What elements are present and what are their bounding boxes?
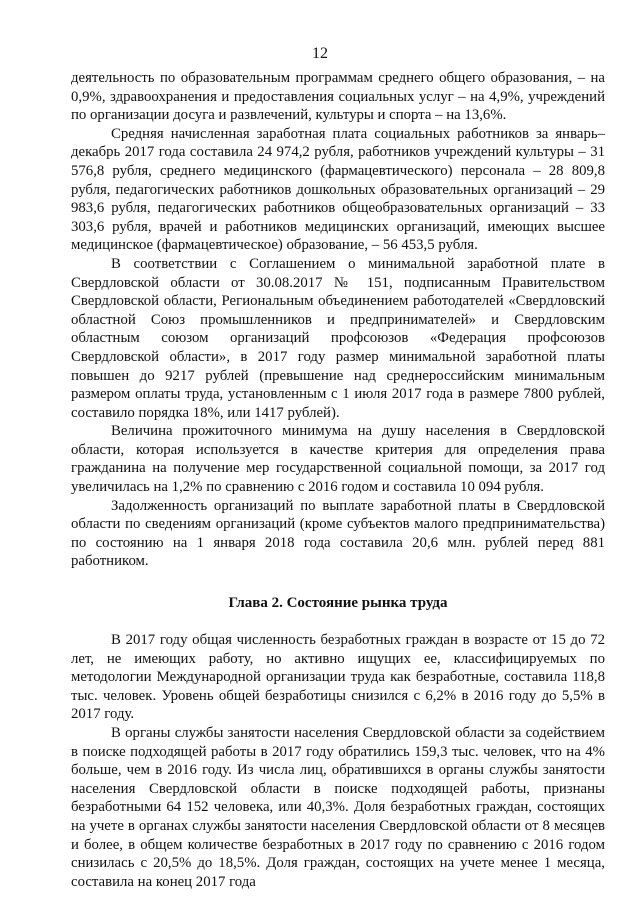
- paragraph-subsistence-minimum: Величина прожиточного минимума на душу населения в Свердловской области, которая используется в качестве критерия для определения права гражданина на получение мер государственной социальной помощи, за 2017 год увеличилась на 1,2% по сравнению с 2016 годом и составила 10 094 рубля.: [71, 423, 605, 496]
- paragraph-salary-growth-continued: деятельность по образовательным программам среднего общего образования, – на 0,9%, здравоохранения и предоставления социальных услуг – на 4,9%, учреждений по организации досуга и развлечений, культуры и спорта – на 13,6%.: [71, 70, 605, 124]
- page-number: 12: [312, 45, 328, 62]
- paragraph-minimum-wage-agreement: В соответствии с Соглашением о минимальной заработной плате в Свердловской области от 30.08.2017 № 151, подписанным Правительством Свердловской области, Региональным объединением работодателей «Свердловский областной Союз промышленников и предпринимателей» и Свердловским областным союзом организаций профсоюзов «Федерация профсоюзов Свердловской области», в 2017 году размер минимальной заработной платы повышен до 9217 рублей (превышение над среднероссийским минимальным размером оплаты труда, установленным с 1 июля 2017 года в размере 7800 рублей, составило порядка 18%, или 1417 рублей).: [71, 255, 605, 421]
- paragraph-employment-service: В органы службы занятости населения Свердловской области за содействием в поиске подходящей работы в 2017 году обратились 159,3 тыс. человек, что на 4% больше, чем в 2016 году. Из числа лиц, обратившихся в органы службы занятости населения Свердловской области в поиске подходящей работы, признаны безработными 64 152 человека, или 40,3%. Доля безработных граждан, состоящих на учете в органах службы занятости населения Свердловской области от 8 месяцев и более, в общем количестве безработных в 2017 году по сравнению с 2016 годом снизилась с 20,5% до 18,5%. Доля граждан, состоящих на учете менее 1 месяца, составила на конец 2017 года: [71, 725, 605, 890]
- page-content: [71, 69, 605, 891]
- paragraph-unemployment-total: В 2017 году общая численность безработных граждан в возрасте от 15 до 72 лет, не имеющих работу, но активно ищущих ее, классифицируемых по методологии Международной организации труда как безработные, составила 118,8 тыс. человек. Уровень общей безработицы снизился с 6,2% в 2016 году до 5,5% в 2017 году.: [71, 632, 605, 723]
- paragraph-average-salaries: Средняя начисленная заработная плата социальных работников за январь–декабрь 2017 года составила 24 974,2 рубля, работников учреждений культуры – 31 576,8 рубля, среднего медицинского (фармацевтического) персонала – 28 809,8 рубля, педагогических работников дошкольных образовательных организаций – 29 983,6 рубля, педагогических работников общеобразовательных организаций – 33 303,6 рубля, врачей и работников медицинских организаций, имеющих высшее медицинское (фармацевтическое) образование, – 56 453,5 рубля.: [71, 125, 605, 254]
- paragraph-wage-arrears: Задолженность организаций по выплате заработной платы в Свердловской области по сведениям организаций (кроме субъектов малого предпринимательства) по состоянию на 1 января 2018 года составила 20,6 млн. рублей перед 881 работником.: [71, 497, 605, 570]
- chapter-heading: Глава 2. Состояние рынка труда: [228, 595, 448, 612]
